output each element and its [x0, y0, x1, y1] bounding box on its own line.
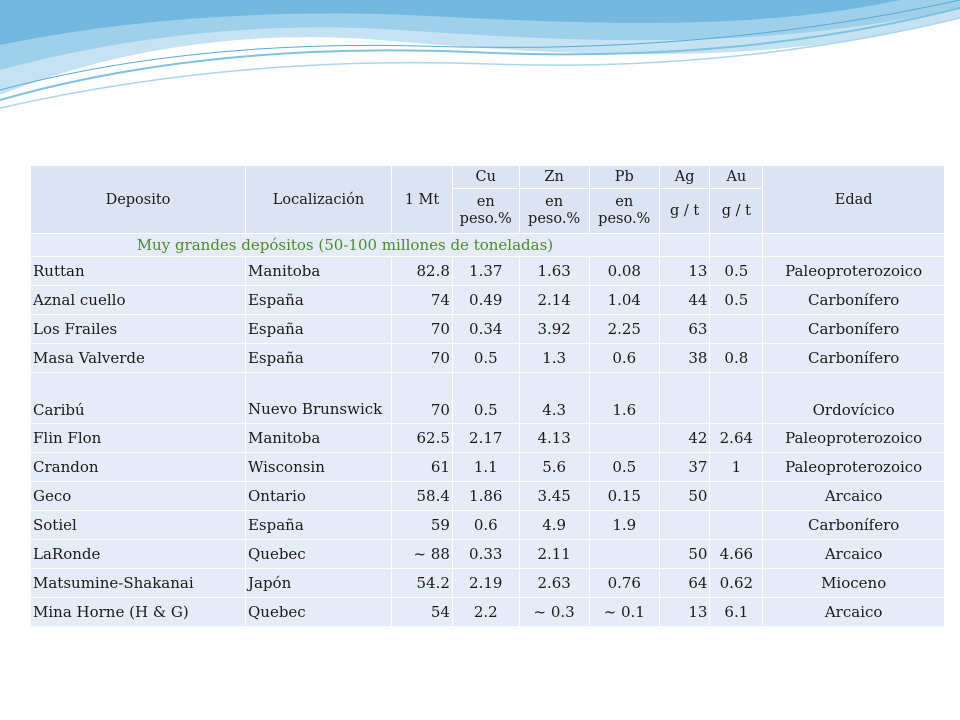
cell-localizacion: Quebec [245, 540, 391, 569]
header-zn-unit: en peso.% [519, 189, 589, 234]
table-body [31, 257, 945, 627]
cell-zn: 2.11 [519, 540, 589, 569]
cell-au: 4.66 [710, 540, 763, 569]
cell-au: 0.5 [710, 257, 763, 286]
cell-zn: 4.13 [519, 424, 589, 453]
cell-zn: 2.14 [519, 286, 589, 315]
cell-mt: 59 [391, 511, 452, 540]
table-row [31, 511, 945, 540]
cell-pb: 1.04 [589, 286, 659, 315]
cell-cu: 1.37 [452, 257, 519, 286]
cell-au: 0.62 [710, 569, 763, 598]
table-row [31, 315, 945, 344]
cell-mt: 70 [391, 315, 452, 344]
cell-mt: 70 [391, 373, 452, 424]
section-empty-cell [659, 234, 710, 257]
cell-au: 6.1 [710, 598, 763, 627]
section-empty-cell [710, 234, 763, 257]
cell-pb: 2.25 [589, 315, 659, 344]
cell-edad: Paleoproterozoico [763, 453, 945, 482]
cell-ag: 38 [659, 344, 710, 373]
cell-localizacion: España [245, 511, 391, 540]
cell-edad: Arcaico [763, 482, 945, 511]
cell-zn: 1.3 [519, 344, 589, 373]
cell-localizacion: Ontario [245, 482, 391, 511]
cell-pb [589, 540, 659, 569]
cell-au: 0.8 [710, 344, 763, 373]
cell-ag: 44 [659, 286, 710, 315]
cell-cu: 2.17 [452, 424, 519, 453]
cell-edad: Carbonífero [763, 511, 945, 540]
cell-deposito: Mina Horne (H & G) [31, 598, 246, 627]
cell-localizacion: España [245, 286, 391, 315]
cell-localizacion: Japón [245, 569, 391, 598]
cell-deposito: Los Frailes [31, 315, 246, 344]
cell-pb: 0.6 [589, 344, 659, 373]
header-ag: Ag [659, 166, 710, 189]
cell-pb: ~ 0.1 [589, 598, 659, 627]
section-title: Muy grandes depósitos (50-100 millones de toneladas) [31, 234, 660, 257]
cell-ag: 13 [659, 257, 710, 286]
header-pb-unit: en peso.% [589, 189, 659, 234]
cell-deposito: Geco [31, 482, 246, 511]
cell-mt: ~ 88 [391, 540, 452, 569]
cell-cu: 1.1 [452, 453, 519, 482]
cell-deposito: Masa Valverde [31, 344, 246, 373]
header-localizacion: Localización [245, 166, 391, 234]
cell-au [710, 315, 763, 344]
cell-cu: 2.19 [452, 569, 519, 598]
header-au-unit: g / t [710, 189, 763, 234]
cell-pb: 0.76 [589, 569, 659, 598]
table-row [31, 286, 945, 315]
cell-edad: Carbonífero [763, 344, 945, 373]
section-empty-cell [763, 234, 945, 257]
cell-deposito: Flin Flon [31, 424, 246, 453]
cell-ag: 37 [659, 453, 710, 482]
cell-cu: 2.2 [452, 598, 519, 627]
cell-cu: 0.5 [452, 344, 519, 373]
header-row-1 [31, 166, 945, 189]
cell-mt: 54 [391, 598, 452, 627]
table-row [31, 373, 945, 424]
cell-pb: 1.9 [589, 511, 659, 540]
cell-mt: 54.2 [391, 569, 452, 598]
cell-deposito: LaRonde [31, 540, 246, 569]
cell-zn: 5.6 [519, 453, 589, 482]
cell-zn: 3.45 [519, 482, 589, 511]
cell-mt: 62.5 [391, 424, 452, 453]
table-row [31, 257, 945, 286]
cell-mt: 82.8 [391, 257, 452, 286]
section-row [31, 234, 945, 257]
header-edad: Edad [763, 166, 945, 234]
cell-edad: Carbonífero [763, 286, 945, 315]
header-wave-decoration [0, 0, 960, 130]
cell-edad: Arcaico [763, 540, 945, 569]
cell-zn: 2.63 [519, 569, 589, 598]
cell-edad: Paleoproterozoico [763, 257, 945, 286]
cell-cu: 0.5 [452, 373, 519, 424]
header-au: Au [710, 166, 763, 189]
cell-au [710, 373, 763, 424]
cell-edad: Mioceno [763, 569, 945, 598]
cell-deposito: Crandon [31, 453, 246, 482]
cell-edad: Paleoproterozoico [763, 424, 945, 453]
cell-edad: Ordovícico [763, 373, 945, 424]
cell-edad: Arcaico [763, 598, 945, 627]
cell-deposito: Ruttan [31, 257, 246, 286]
cell-mt: 74 [391, 286, 452, 315]
deposits-table [30, 165, 945, 627]
cell-pb: 0.15 [589, 482, 659, 511]
header-mt: 1 Mt [391, 166, 452, 234]
cell-localizacion: España [245, 315, 391, 344]
cell-localizacion: Nuevo Brunswick [245, 373, 391, 424]
table-row [31, 540, 945, 569]
cell-ag: 50 [659, 482, 710, 511]
table-row [31, 344, 945, 373]
header-cu-unit: en peso.% [452, 189, 519, 234]
cell-deposito: Caribú [31, 373, 246, 424]
cell-ag: 50 [659, 540, 710, 569]
cell-au: 0.5 [710, 286, 763, 315]
cell-mt: 61 [391, 453, 452, 482]
cell-ag: 13 [659, 598, 710, 627]
cell-mt: 58.4 [391, 482, 452, 511]
header-deposito: Deposito [31, 166, 246, 234]
cell-pb [589, 424, 659, 453]
cell-ag: 42 [659, 424, 710, 453]
cell-cu: 0.6 [452, 511, 519, 540]
table-row [31, 424, 945, 453]
cell-deposito: Sotiel [31, 511, 246, 540]
cell-cu: 0.34 [452, 315, 519, 344]
table-row [31, 453, 945, 482]
header-pb: Pb [589, 166, 659, 189]
header-zn: Zn [519, 166, 589, 189]
cell-zn: 4.3 [519, 373, 589, 424]
cell-au: 2.64 [710, 424, 763, 453]
cell-cu: 0.49 [452, 286, 519, 315]
cell-deposito: Matsumine-Shakanai [31, 569, 246, 598]
cell-ag: 64 [659, 569, 710, 598]
cell-ag: 63 [659, 315, 710, 344]
cell-cu: 0.33 [452, 540, 519, 569]
cell-ag [659, 373, 710, 424]
cell-localizacion: Manitoba [245, 257, 391, 286]
cell-ag [659, 511, 710, 540]
cell-au: 1 [710, 453, 763, 482]
table-row [31, 569, 945, 598]
header-ag-unit: g / t [659, 189, 710, 234]
cell-pb: 0.5 [589, 453, 659, 482]
table-row [31, 598, 945, 627]
cell-zn: 1.63 [519, 257, 589, 286]
cell-zn: ~ 0.3 [519, 598, 589, 627]
cell-pb: 0.08 [589, 257, 659, 286]
cell-au [710, 511, 763, 540]
cell-zn: 3.92 [519, 315, 589, 344]
cell-localizacion: Manitoba [245, 424, 391, 453]
cell-edad: Carbonífero [763, 315, 945, 344]
cell-zn: 4.9 [519, 511, 589, 540]
cell-deposito: Aznal cuello [31, 286, 246, 315]
table-row [31, 482, 945, 511]
header-cu: Cu [452, 166, 519, 189]
cell-localizacion: Wisconsin [245, 453, 391, 482]
cell-pb: 1.6 [589, 373, 659, 424]
cell-cu: 1.86 [452, 482, 519, 511]
cell-mt: 70 [391, 344, 452, 373]
cell-localizacion: Quebec [245, 598, 391, 627]
cell-au [710, 482, 763, 511]
cell-localizacion: España [245, 344, 391, 373]
